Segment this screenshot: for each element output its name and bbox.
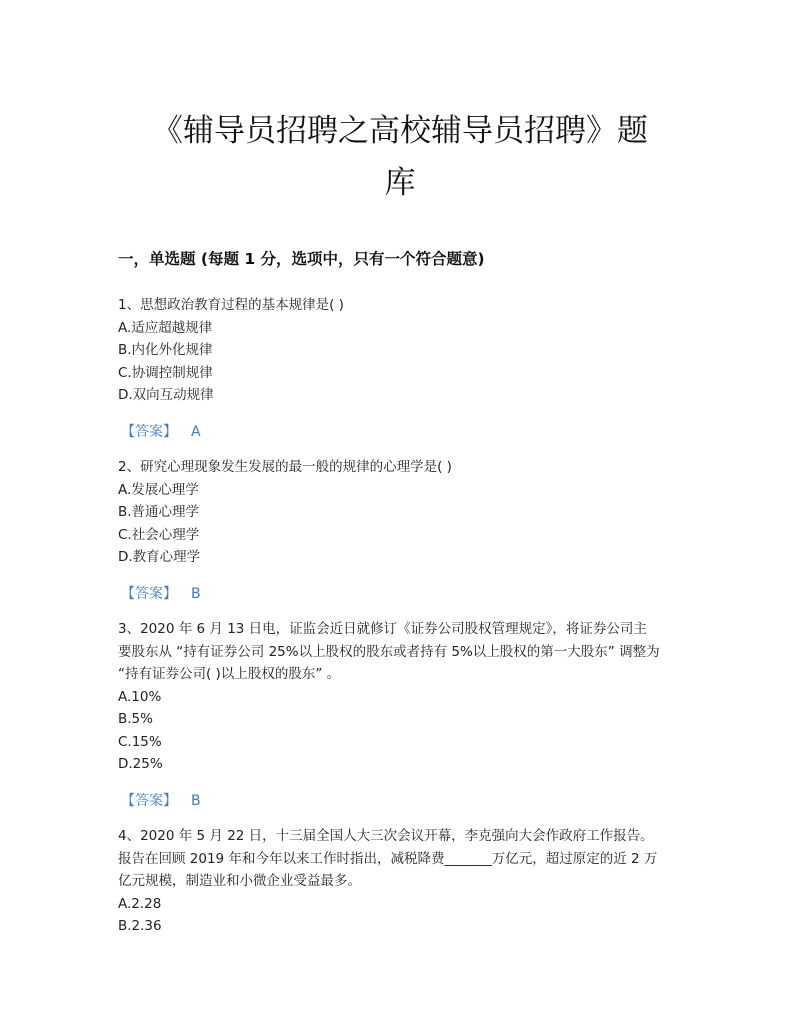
answer-value: B (191, 793, 201, 809)
answer-value: A (191, 424, 201, 440)
option-c: C.协调控制规律 (118, 364, 213, 381)
answer-label: 【答案】 (121, 793, 177, 809)
option-a: A.2.28 (118, 895, 162, 912)
option-d: D.双向互动规律 (118, 387, 214, 403)
answer-label: 【答案】 (121, 424, 177, 440)
question-1 (118, 294, 684, 407)
question-stem-line-3: 亿元规模，制造业和小微企业受益最多。 (118, 873, 361, 889)
document-title (100, 105, 700, 209)
title-line-1: 《辅导员招聘之高校辅导员招聘》题 (152, 113, 648, 149)
option-a: A.适应超越规律 (118, 319, 213, 336)
question-2 (118, 456, 684, 569)
question-stem: 2、研究心理现象发生发展的最一般的规律的心理学是( ) (118, 459, 452, 475)
question-stem-line-1: 4、2020 年 5 月 22 日，十三届全国人大三次会议开幕，李克强向大会作政府工作报告。 (118, 828, 654, 844)
question-4 (118, 825, 684, 938)
option-a: A.发展心理学 (118, 481, 199, 498)
option-a: A.10% (118, 688, 162, 705)
question-stem-line-1: 3、2020 年 6 月 13 日电，证监会近日就修订《证券公司股权管理规定》，将证券公司主 (118, 621, 647, 637)
option-c: C.社会心理学 (118, 526, 200, 543)
section-heading: 一，单选题 (每题 1 分，选项中，只有一个符合题意) (118, 250, 485, 268)
option-b: B.5% (118, 711, 153, 727)
title-line-2: 库 (384, 165, 416, 201)
option-d: D.教育心理学 (118, 549, 201, 565)
option-d: D.25% (118, 756, 163, 772)
answer-1 (121, 421, 201, 441)
question-stem-line-3: “持有证券公司( )以上股权的股东” 。 (118, 666, 341, 682)
question-stem-line-2: 报告在回顾 2019 年和今年以来工作时指出，减税降费_______万亿元，超过原定的近 2 万 (118, 850, 658, 867)
answer-value: B (191, 586, 201, 602)
option-c: C.15% (118, 733, 162, 750)
option-b: B.2.36 (118, 918, 162, 934)
question-stem: 1、思想政治教育过程的基本规律是( ) (118, 297, 344, 313)
option-b: B.内化外化规律 (118, 342, 213, 358)
answer-3 (121, 790, 201, 810)
option-b: B.普通心理学 (118, 504, 200, 520)
answer-2 (121, 583, 201, 603)
answer-label: 【答案】 (121, 586, 177, 602)
question-stem-line-2: 要股东从 “持有证券公司 25%以上股权的股东或者持有 5%以上股权的第一大股东” 调整为 (118, 643, 660, 660)
question-3 (118, 618, 684, 776)
